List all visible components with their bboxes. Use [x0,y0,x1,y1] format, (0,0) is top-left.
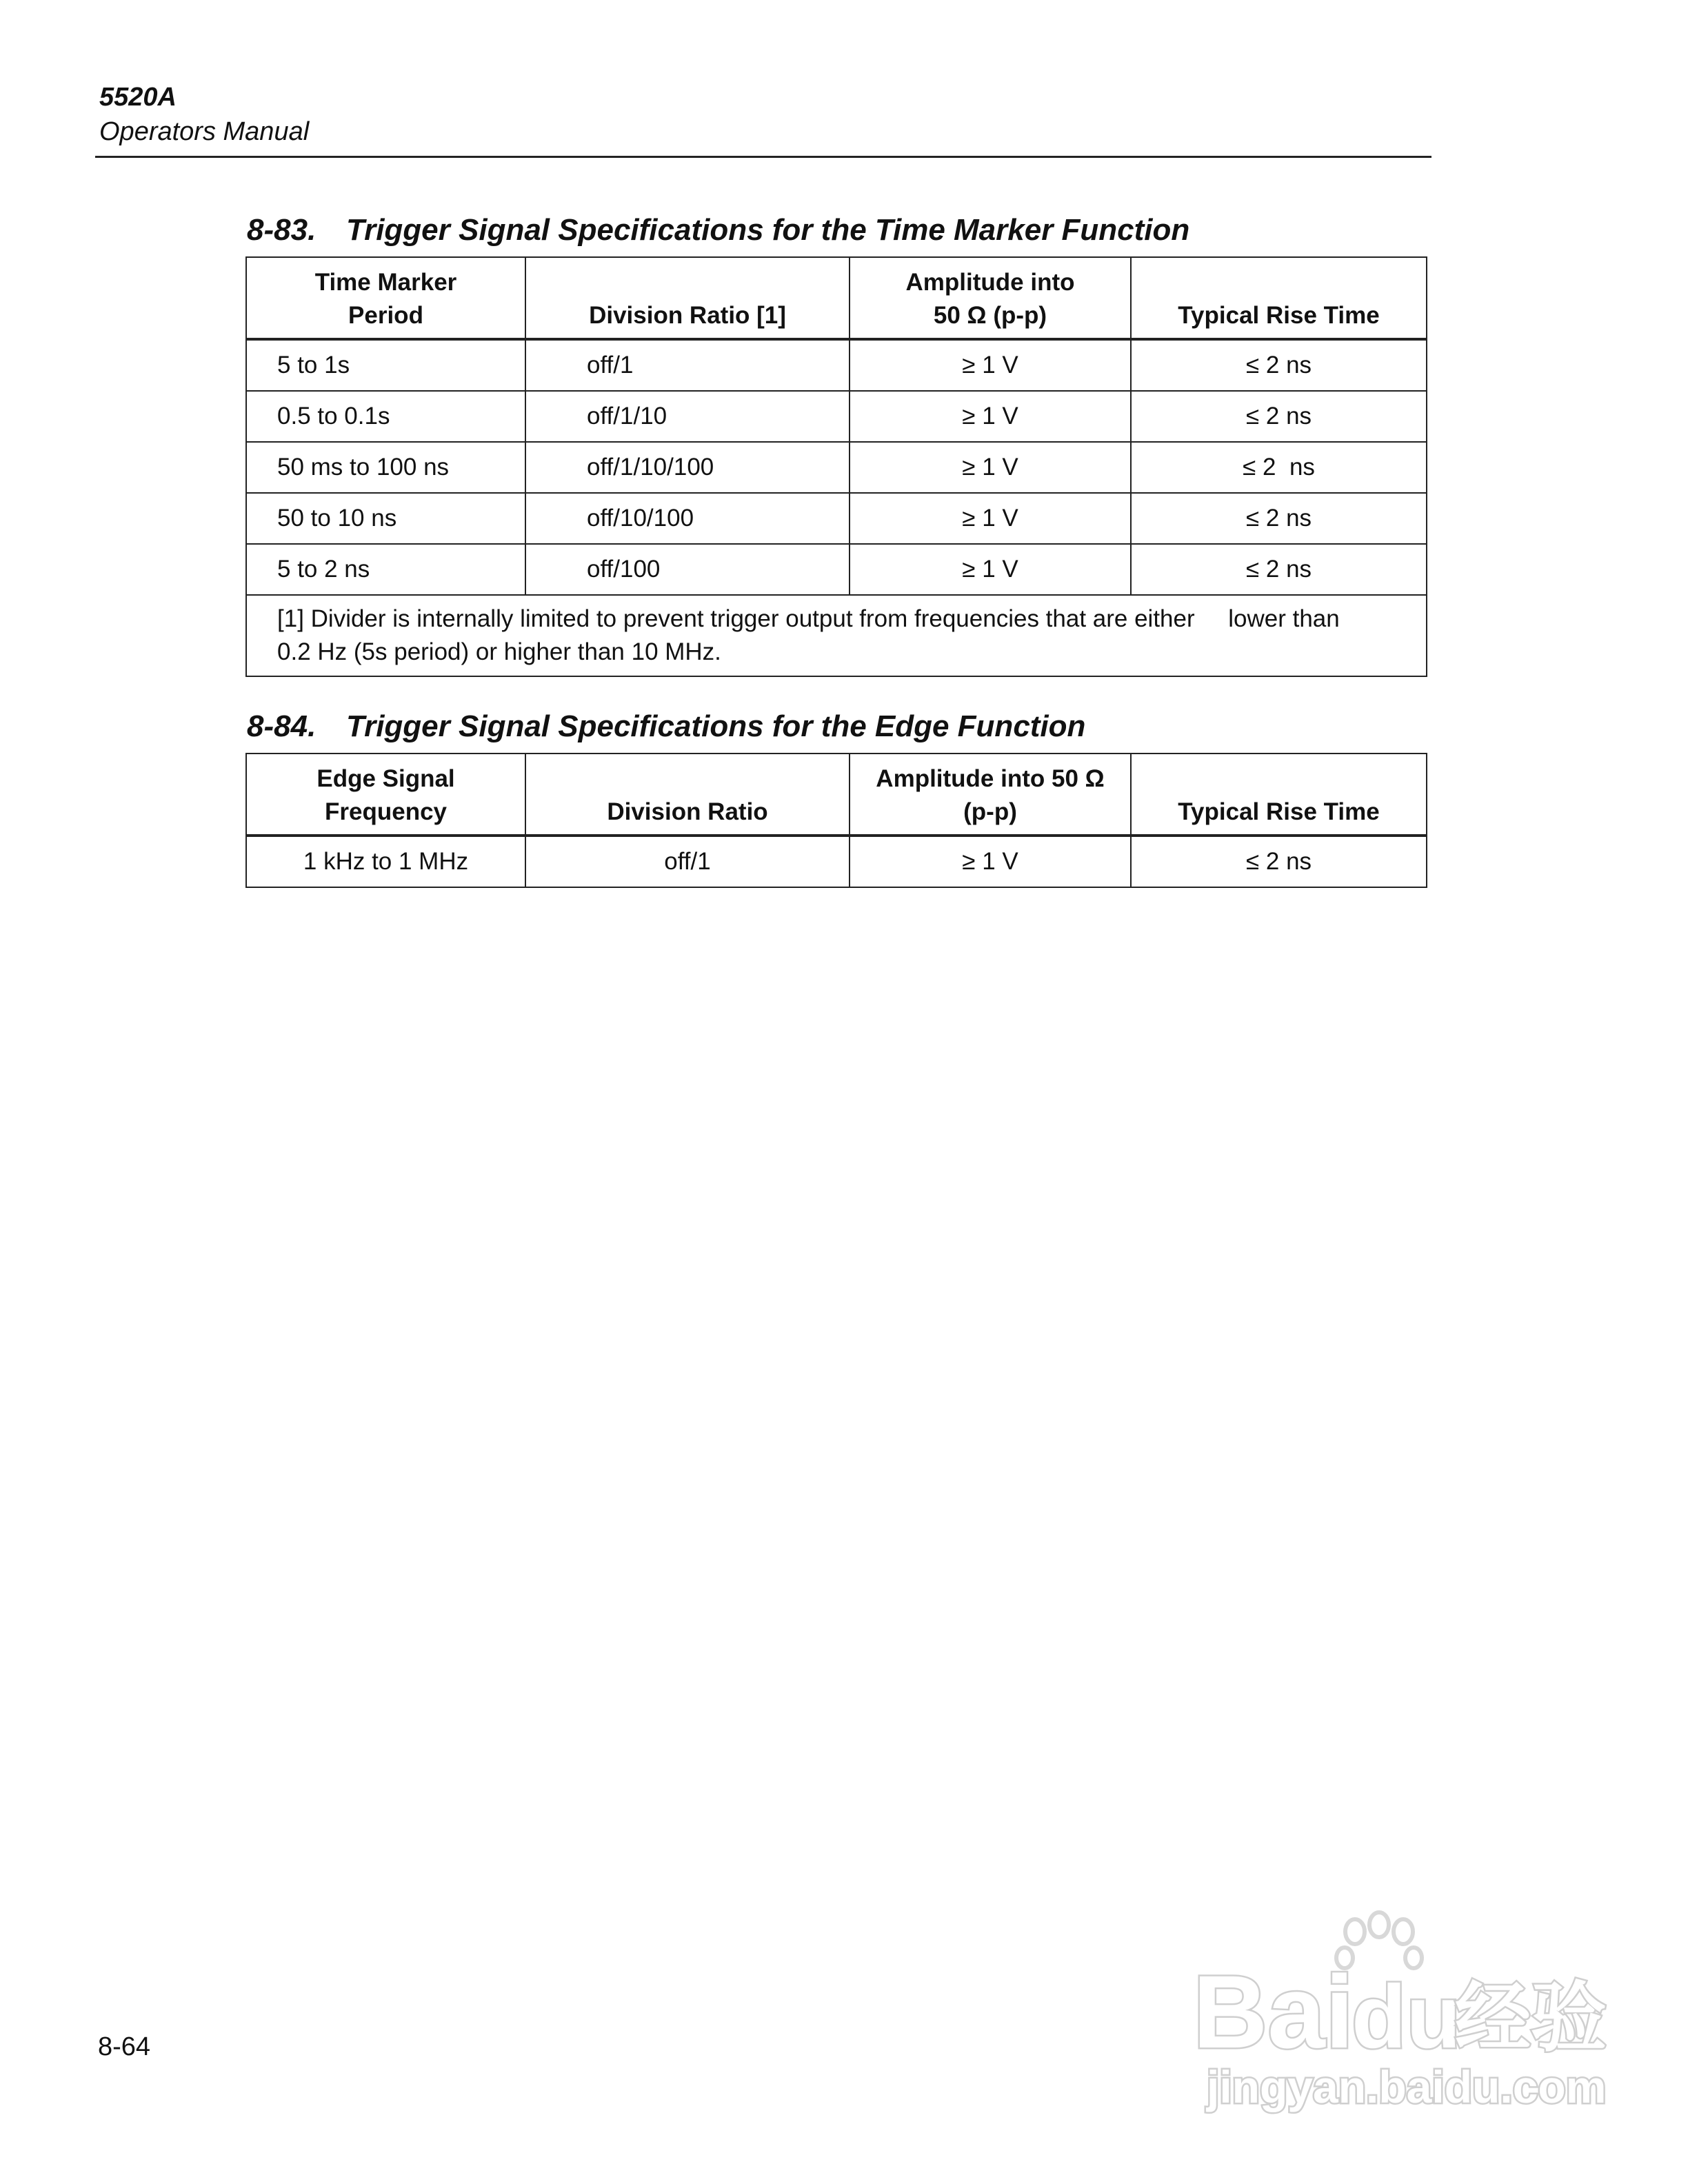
cell-division-ratio: off/1/10/100 [525,442,850,493]
table-header-row [246,257,1427,339]
cell-period: 50 ms to 100 ns [246,442,525,493]
table-row [246,391,1427,442]
cell-division-ratio: off/100 [525,544,850,595]
column-header-rise-time: Typical Rise Time [1131,754,1427,836]
section-number: 8-83. [247,213,316,247]
cell-amplitude: ≥ 1 V [850,493,1131,544]
cell-amplitude: ≥ 1 V [850,391,1131,442]
model-name: 5520A [99,83,177,112]
table-row [246,544,1427,595]
cell-rise-time: ≤ 2 ns [1131,544,1427,595]
cell-rise-time: ≤ 2 ns [1131,442,1427,493]
cell-amplitude: ≥ 1 V [850,544,1131,595]
table-row [246,442,1427,493]
column-header-rise-time: Typical Rise Time [1131,257,1427,339]
column-header-division-ratio: Division Ratio [525,754,850,836]
svg-text:经验: 经验 [1455,1974,1607,2062]
cell-division-ratio: off/1 [525,836,850,887]
cell-amplitude: ≥ 1 V [850,836,1131,887]
cell-period: 50 to 10 ns [246,493,525,544]
cell-rise-time: ≤ 2 ns [1131,391,1427,442]
time-marker-table [245,256,1427,677]
header-rule [95,156,1431,158]
section-title-text: Trigger Signal Specifications for the Time Marker Function [346,213,1190,247]
manual-title: Operators Manual [99,117,310,146]
cell-rise-time: ≤ 2 ns [1131,836,1427,887]
cell-rise-time: ≤ 2 ns [1131,493,1427,544]
section-title-time-marker [247,211,1189,250]
cell-period: 5 to 1s [246,339,525,391]
table-header-row [246,754,1427,836]
table-row [246,836,1427,887]
table-row [246,339,1427,391]
column-header-amplitude: Amplitude into 50 Ω (p-p) [850,257,1131,339]
column-header-frequency: Edge Signal Frequency [246,754,525,836]
cell-division-ratio: off/1 [525,339,850,391]
cell-period: 5 to 2 ns [246,544,525,595]
table-footnote-row [246,595,1427,676]
edge-function-table [245,753,1427,888]
footnote-line: [1] Divider is internally limited to prevent trigger output from frequencies that are either lower than [277,605,1340,632]
page-header [99,80,1430,149]
cell-period: 0.5 to 0.1s [246,391,525,442]
svg-text:Bai: Bai [1193,1954,1354,2070]
column-header-division-ratio: Division Ratio [1] [525,257,850,339]
cell-amplitude: ≥ 1 V [850,339,1131,391]
cell-division-ratio: off/1/10 [525,391,850,442]
cell-rise-time: ≤ 2 ns [1131,339,1427,391]
cell-division-ratio: off/10/100 [525,493,850,544]
column-header-period: Time Marker Period [246,257,525,339]
cell-frequency: 1 kHz to 1 MHz [246,836,525,887]
table-row [246,493,1427,544]
baidu-watermark-logo [1186,1910,1607,2116]
column-header-amplitude: Amplitude into 50 Ω (p-p) [850,754,1131,836]
footnote-line: 0.2 Hz (5s period) or higher than 10 MHz. [277,638,721,665]
section-number: 8-84. [247,709,316,743]
table-footnote [246,595,1427,676]
section-title-edge [247,707,1085,746]
svg-text:jingyan.baidu.com: jingyan.baidu.com [1207,2061,1607,2112]
svg-text:du: du [1352,1966,1461,2067]
cell-amplitude: ≥ 1 V [850,442,1131,493]
page-number: 8-64 [98,2032,151,2061]
section-title-text: Trigger Signal Specifications for the Edge Function [346,709,1086,743]
